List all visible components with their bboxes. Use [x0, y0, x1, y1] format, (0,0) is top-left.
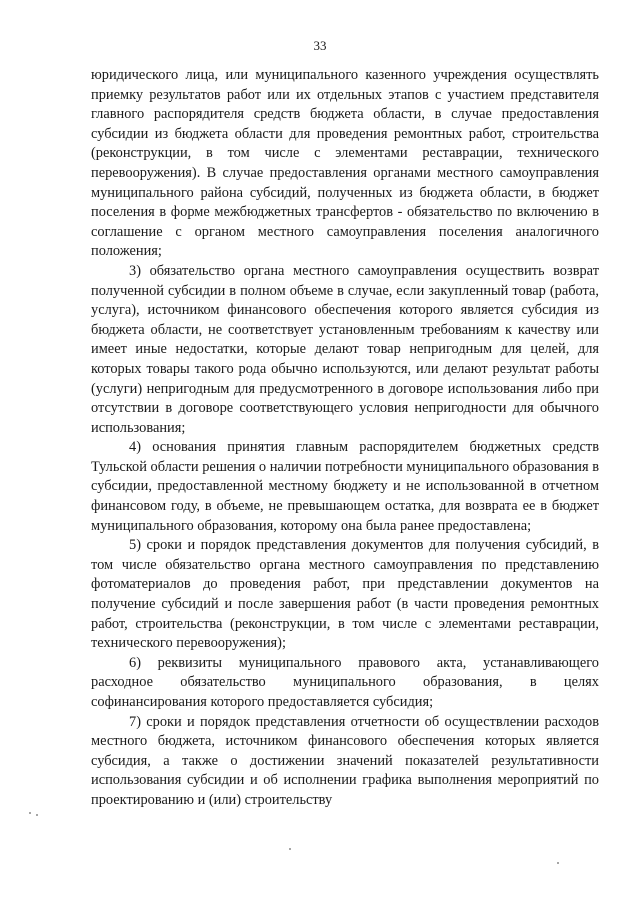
scan-speck [557, 862, 559, 864]
scan-speck [289, 848, 291, 850]
paragraph-item-5: 5) сроки и порядок представления документов для получения субсидий, в том числе обязательство органа местного самоуправления по представлению фотоматериалов до проведения работ, при представлении документов на получение субсидий и после завершения работ (в части проведения ремонтных работ, строительства (реконструкции, в том числе с элементами реставрации, технического перевооружения); [91, 537, 599, 652]
body-text [91, 66, 599, 811]
paragraph-item-7: 7) сроки и порядок представления отчетности об осуществлении расходов местного бюджета, источником финансового обеспечения которых является субсидия, а также о достижении значений показателей результативности использования субсидии и об исполнении графика выполнения мероприятий по проектированию и (или) строительству [91, 713, 599, 808]
scan-speck [29, 812, 31, 814]
page-number: 33 [313, 38, 327, 53]
paragraph-item-4: 4) основания принятия главным распорядителем бюджетных средств Тульской области решения о наличии потребности муниципального образования в субсидии, предоставленной местному бюджету и не использованной в отчетном финансовом году, в объеме, не превышающем остатка, для возврата ее в бюджет муниципального образования, которому она была ранее предоставлена; [91, 439, 599, 534]
paragraph-continuation: юридического лица, или муниципального казенного учреждения осуществлять приемку результатов работ или их отдельных этапов с участием представителя главного распорядителя средств бюджета области, в случае предоставления субсидии из бюджета области для проведения ремонтных работ, строительства (реконструкции, в том числе с элементами реставрации, технического перевооружения). В случае предоставления органами местного самоуправления муниципального района субсидий, полученных из бюджета области, в бюджет поселения в форме межбюджетных трансфертов - обязательство по включению в соглашение с органом местного самоуправления поселения аналогичного положения; [91, 67, 599, 260]
paragraph-item-3: 3) обязательство органа местного самоуправления осуществить возврат полученной субсидии в полном объеме в случае, если закупленный товар (работа, услуга), источником финансового обеспечения которого является субсидия из бюджета области, не соответствует установленным требованиям к качеству или имеет иные недостатки, которые делают товар непригодным для целей, для которых товары такого рода обычно используются, или делают результат работы (услуги) непригодным для предусмотренного в договоре использования либо при отсутствии в договоре соответствующего условия непригодности для обычного использования; [91, 262, 599, 436]
scan-speck [36, 814, 38, 816]
paragraph-item-6: 6) реквизиты муниципального правового акта, устанавливающего расходное обязательство муниципального образования, в целях софинансирования которого предоставляется субсидия; [91, 654, 599, 710]
